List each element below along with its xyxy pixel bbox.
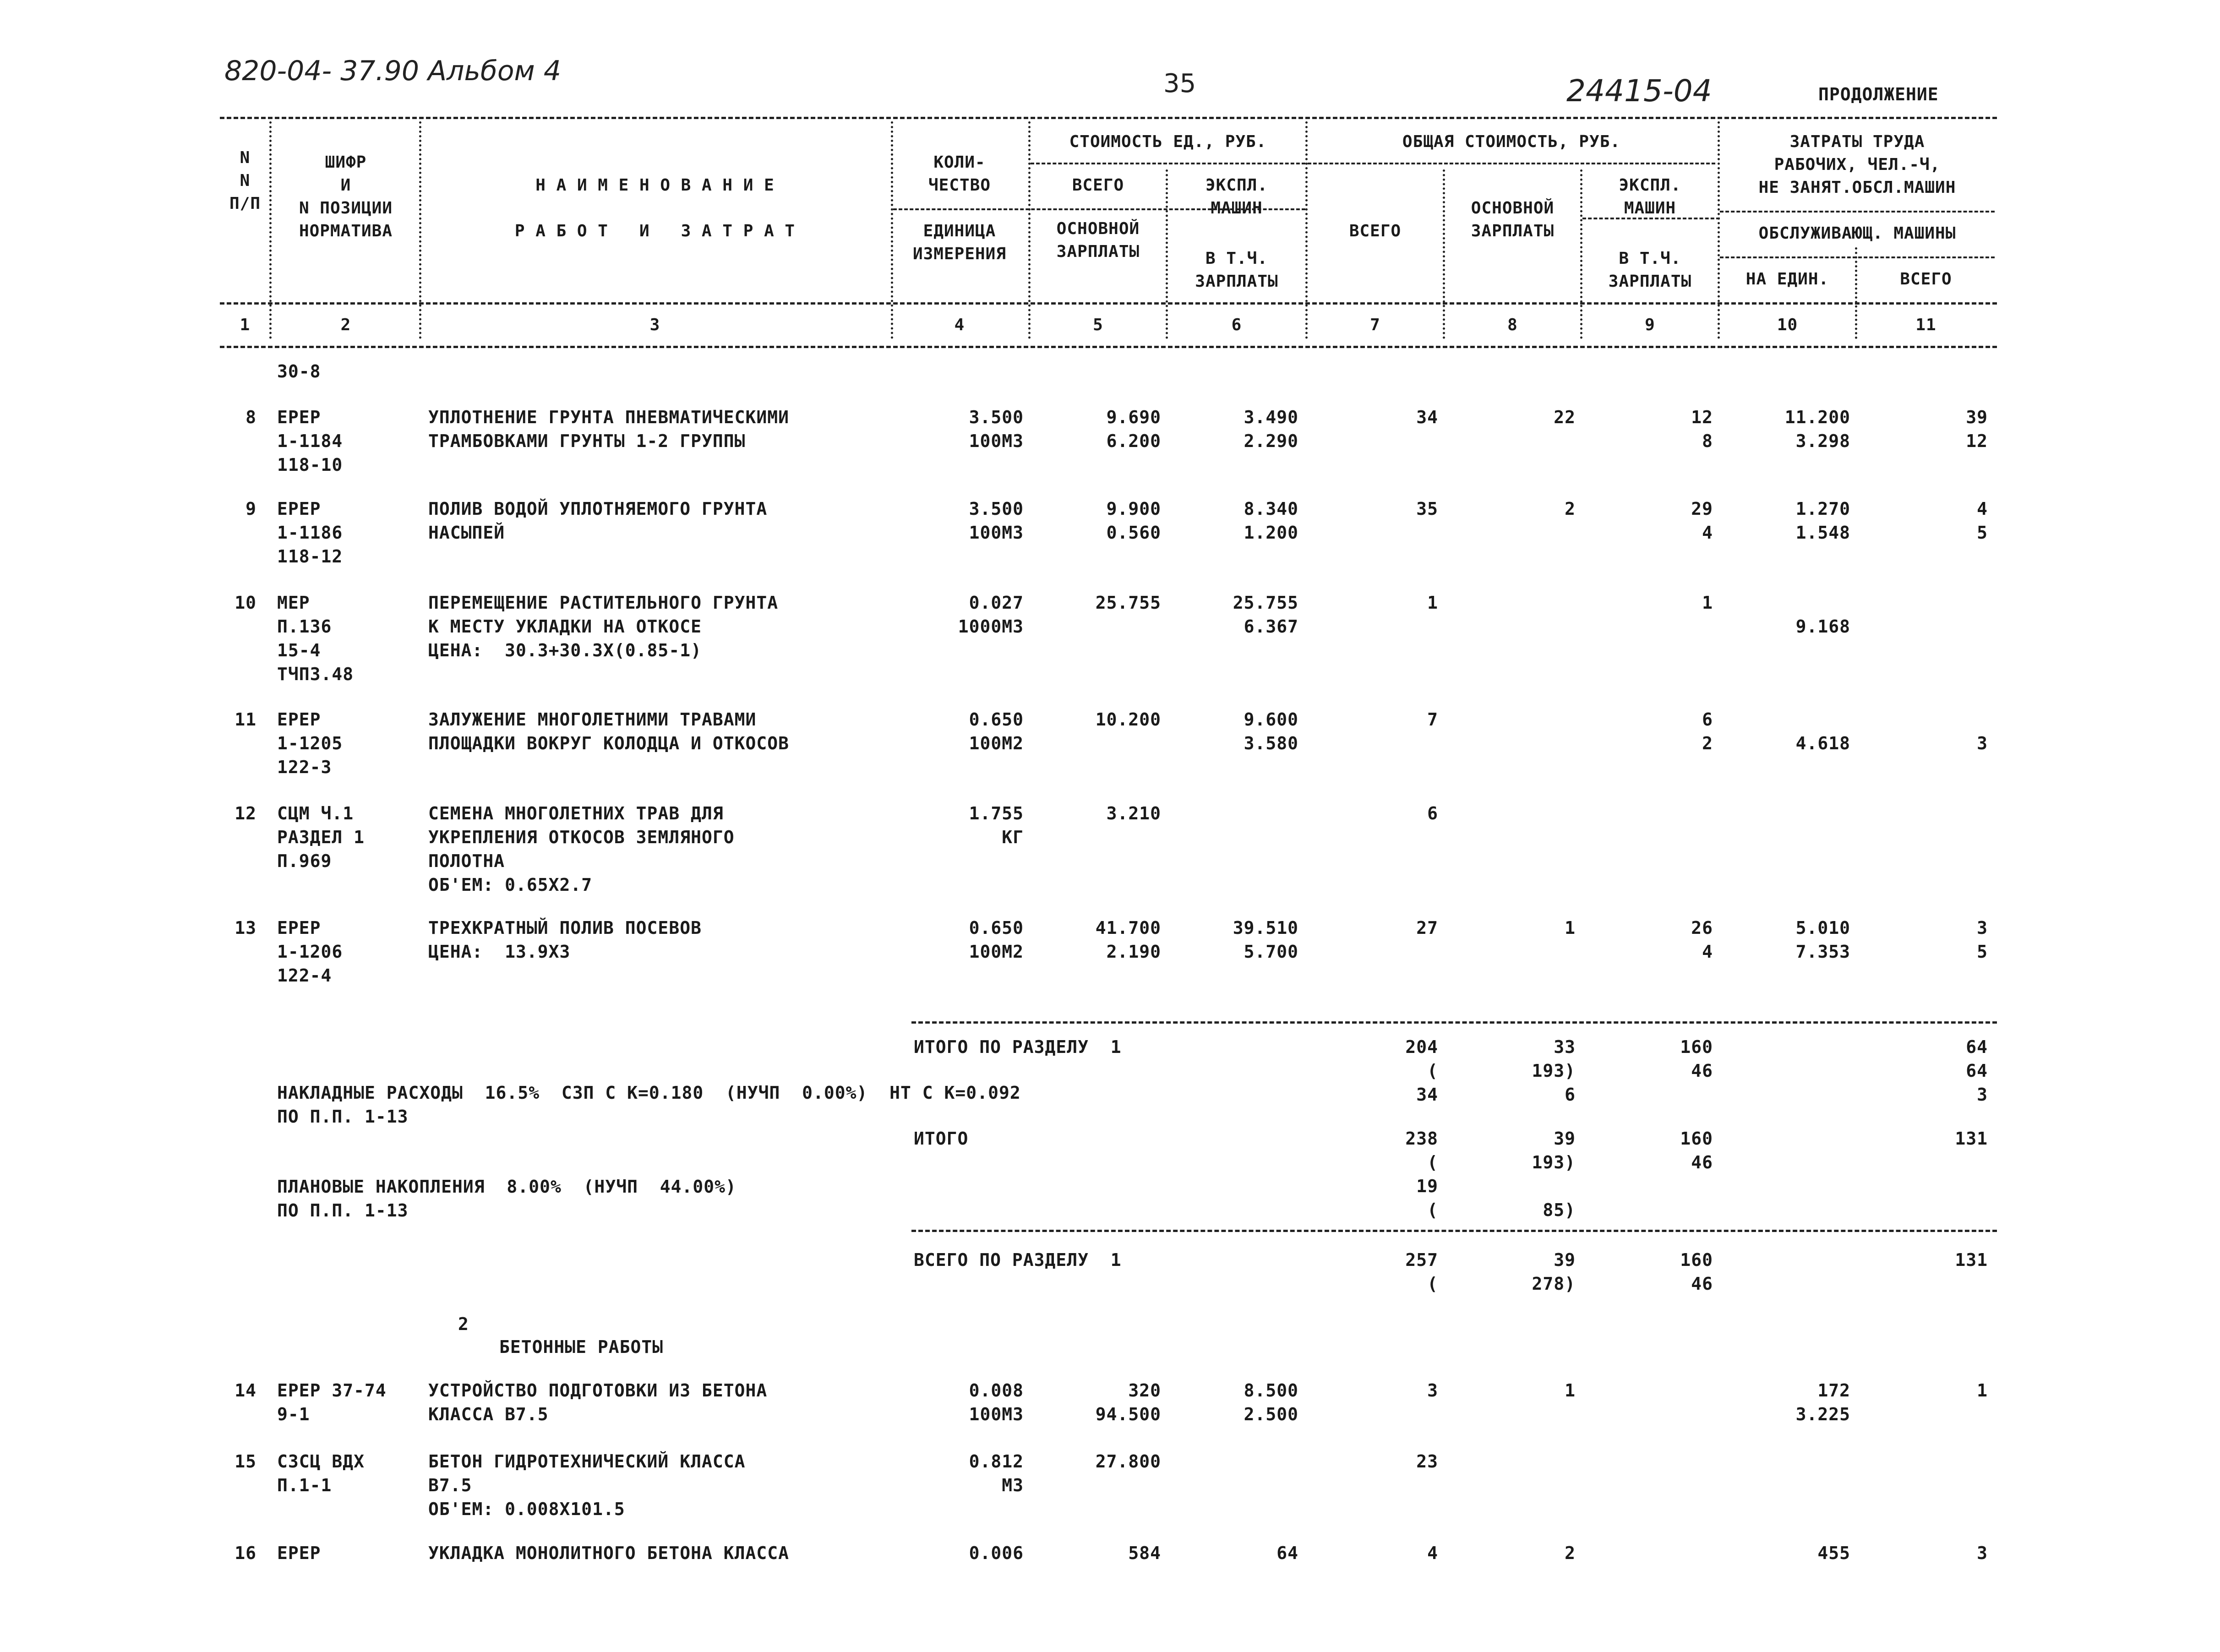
cell-qty: 3.500 100М3: [969, 499, 1024, 543]
col-header-4b: ЕДИНИЦА ИЗМЕРЕНИЯ: [912, 222, 1007, 263]
cell-n: 16: [235, 1543, 256, 1563]
overhead-text: НАКЛАДНЫЕ РАСХОДЫ 16.5% СЗП С К=0.180 (НУЧП 0.00%) НТ С К=0.092 ПО П.П. 1-13: [277, 1083, 1021, 1127]
cell-total: 27.800: [1095, 1451, 1161, 1472]
continued-label: ПРОДОЛЖЕНИЕ: [1818, 84, 1939, 104]
vsego-c7: 257 (: [1405, 1250, 1438, 1294]
cell-n: 13: [235, 918, 256, 938]
cell-c10: 9.168: [1795, 616, 1850, 637]
col-header-4a: КОЛИ- ЧЕСТВО: [928, 153, 991, 195]
cell-name: ЗАЛУЖЕНИЕ МНОГОЛЕТНИМИ ТРАВАМИ ПЛОЩАДКИ ВОКРУГ КОЛОДЦА И ОТКОСОВ: [428, 709, 789, 753]
cell-c9: 12 8: [1691, 407, 1713, 451]
cell-c10: 172 3.225: [1795, 1380, 1850, 1424]
cell-name: ТРЕХКРАТНЫЙ ПОЛИВ ПОСЕВОВ ЦЕНА: 13.9X3: [428, 918, 702, 962]
col-header-9b: В Т.Ч. ЗАРПЛАТЫ: [1608, 249, 1692, 291]
col-num: 2: [340, 316, 351, 334]
col-header-3b: Р А Б О Т И З А Т Р А Т: [514, 222, 796, 240]
itogo-razdel-c8: 33 193) 6: [1532, 1037, 1576, 1105]
cell-c10: 11.200 3.298: [1784, 407, 1850, 451]
col-num: 8: [1507, 316, 1518, 334]
cell-total: 9.690 6.200: [1106, 407, 1161, 451]
cell-qty: 0.027 1000М3: [958, 593, 1024, 637]
document-code: 24415-04: [1566, 73, 1712, 109]
cell-c11: 3: [1977, 733, 1988, 753]
cell-c11: 4 5: [1977, 499, 1988, 543]
itogo-razdel-c11: 64 64 3: [1966, 1037, 1988, 1105]
album-reference: 820-04- 37.90 Альбом 4: [224, 55, 562, 87]
summary-top-rule: [911, 1021, 1997, 1024]
cell-name: УПЛОТНЕНИЕ ГРУНТА ПНЕВМАТИЧЕСКИМИ ТРАМБОВКАМИ ГРУНТЫ 1-2 ГРУППЫ: [428, 407, 789, 451]
cell-c11: 3: [1977, 1543, 1988, 1563]
cell-code: ЕРЕР 1-1206 122-4: [277, 918, 343, 986]
cell-c9: 6 2: [1702, 709, 1713, 753]
cell-c8: 2: [1565, 1543, 1576, 1563]
cell-n: 15: [235, 1451, 256, 1472]
cell-c7: 1: [1427, 593, 1438, 613]
header-mid-rule: [220, 302, 1997, 305]
cell-expl: 25.755 6.367: [1233, 593, 1298, 637]
cell-c7: 35: [1416, 499, 1438, 519]
cell-total: 584: [1128, 1543, 1161, 1563]
cell-qty: 0.006: [969, 1543, 1024, 1563]
header-bottom-rule: [220, 346, 1997, 348]
cell-code: ЕРЕР 1-1205 122-3: [277, 709, 343, 777]
cell-code: ЕРЕР: [277, 1543, 321, 1563]
col-header-8: ОСНОВНОЙ ЗАРПЛАТЫ: [1471, 199, 1555, 240]
vsego-c9: 160 46: [1680, 1250, 1713, 1294]
total-cost-header: ОБЩАЯ СТОИМОСТЬ, РУБ.: [1402, 132, 1621, 151]
cell-c9: 1: [1702, 593, 1713, 613]
col-header-10: НА ЕДИН.: [1745, 270, 1829, 289]
col-header-5a: ВСЕГО: [1072, 176, 1124, 195]
itogo-c11: 131: [1955, 1129, 1988, 1149]
cell-c10: 4.618: [1795, 733, 1850, 753]
cell-c7: 3: [1427, 1380, 1438, 1401]
cell-c8: 1: [1565, 918, 1576, 938]
itogo-c9: 160 46: [1680, 1129, 1713, 1172]
cell-c7: 6: [1427, 803, 1438, 823]
group-rule: [1308, 163, 1715, 164]
vsego-c8: 39 278): [1532, 1250, 1576, 1294]
cell-c11: 3 5: [1977, 918, 1988, 962]
cell-expl: 8.340 1.200: [1244, 499, 1298, 543]
cell-c8: 2: [1565, 499, 1576, 519]
cell-expl: 3.490 2.290: [1244, 407, 1298, 451]
itogo-c8: 39 193) 85): [1532, 1129, 1576, 1220]
col-num: 7: [1370, 316, 1380, 334]
cell-n: 9: [245, 499, 256, 519]
col-num: 11: [1915, 316, 1936, 334]
cell-name: ПОЛИВ ВОДОЙ УПЛОТНЯЕМОГО ГРУНТА НАСЫПЕЙ: [428, 499, 768, 543]
itogo-c7: 238 ( 19 (: [1405, 1129, 1438, 1220]
cell-total: 41.700 2.190: [1095, 918, 1161, 962]
col-header-5b: ОСНОВНОЙ ЗАРПЛАТЫ: [1056, 219, 1140, 261]
unit-cost-header: СТОИМОСТЬ ЕД., РУБ.: [1069, 132, 1267, 151]
cell-c9: 26 4: [1691, 918, 1713, 962]
col-num: 5: [1093, 316, 1103, 334]
col-num: 6: [1231, 316, 1242, 334]
cell-expl: 64: [1276, 1543, 1298, 1563]
col-sep: [269, 121, 272, 339]
cell-c10: 5.010 7.353: [1795, 918, 1850, 962]
cell-total: 9.900 0.560: [1106, 499, 1161, 543]
cell-expl: 8.500 2.500: [1244, 1380, 1298, 1424]
cell-name: СЕМЕНА МНОГОЛЕТНИХ ТРАВ ДЛЯ УКРЕПЛЕНИЯ ОТКОСОВ ЗЕМЛЯНОГО ПОЛОТНА ОБ'ЕМ: 0.65X2.7: [428, 803, 735, 895]
group-rule: [1720, 211, 1995, 213]
cell-c7: 4: [1427, 1543, 1438, 1563]
cell-c8: 22: [1554, 407, 1576, 427]
cell-code: ЕРЕР 1-1184 118-10: [277, 407, 343, 475]
cell-name: БЕТОН ГИДРОТЕХНИЧЕСКИЙ КЛАССА В7.5 ОБ'ЕМ: 0.008X101.5: [428, 1451, 746, 1519]
col-num: 10: [1777, 316, 1798, 334]
cell-qty: 0.650 100М2: [969, 709, 1024, 753]
cell-name: УСТРОЙСТВО ПОДГОТОВКИ ИЗ БЕТОНА КЛАССА В7.5: [428, 1380, 768, 1424]
cell-qty: 0.650 100М2: [969, 918, 1024, 962]
cell-total: 25.755: [1095, 593, 1161, 613]
col-num: 4: [954, 316, 965, 334]
cell-n: 10: [235, 593, 256, 613]
col-num: 3: [649, 316, 660, 334]
planned-savings-text: ПЛАНОВЫЕ НАКОПЛЕНИЯ 8.00% (НУЧП 44.00%) ПО П.П. 1-13: [277, 1177, 736, 1221]
cell-c7: 34: [1416, 407, 1438, 427]
labor-notbusy-header: НЕ ЗАНЯТ.ОБСЛ.МАШИН: [1758, 178, 1956, 197]
col-header-1: N N П/П: [229, 148, 261, 213]
cell-name: УКЛАДКА МОНОЛИТНОГО БЕТОНА КЛАССА: [428, 1543, 789, 1563]
cell-total: 3.210: [1106, 803, 1161, 823]
cell-code: МЕР П.136 15-4 ТЧП3.48: [277, 593, 354, 684]
cell-n: 12: [235, 803, 256, 823]
col-header-6b: В Т.Ч. ЗАРПЛАТЫ: [1195, 249, 1278, 291]
section-number: 2: [458, 1314, 469, 1334]
cell-c9: 29 4: [1691, 499, 1713, 543]
cell-name: ПЕРЕМЕЩЕНИЕ РАСТИТЕЛЬНОГО ГРУНТА К МЕСТУ УКЛАДКИ НА ОТКОСЕ ЦЕНА: 30.3+30.3X(0.85-1): [428, 593, 779, 660]
itogo-label: ИТОГО: [914, 1129, 969, 1149]
cell-qty: 1.755 КГ: [969, 803, 1024, 847]
cell-n: 8: [245, 407, 256, 427]
cell-expl: 9.600 3.580: [1244, 709, 1298, 753]
cell-c7: 7: [1427, 709, 1438, 730]
cell-c7: 27: [1416, 918, 1438, 938]
group-rule: [1031, 163, 1305, 164]
summary-mid-rule: [911, 1230, 1997, 1232]
cell-c7: 23: [1416, 1451, 1438, 1472]
cell-c8: 1: [1565, 1380, 1576, 1401]
cell-n: 11: [235, 709, 256, 730]
labor-header: ЗАТРАТЫ ТРУДА РАБОЧИХ, ЧЕЛ.-Ч,: [1774, 132, 1941, 174]
cell-qty: 0.008 100М3: [969, 1380, 1024, 1424]
labor-serving-header: ОБСЛУЖИВАЮЩ. МАШИНЫ: [1758, 224, 1956, 243]
cell-qty: 0.812 М3: [969, 1451, 1024, 1495]
cell-code: СЗСЦ ВДХ П.1-1: [277, 1451, 365, 1495]
cell-c10: 1.270 1.548: [1795, 499, 1850, 543]
cell-n: 14: [235, 1380, 256, 1401]
cell-c10: 455: [1817, 1543, 1850, 1563]
col-num: 1: [240, 316, 251, 334]
header-top-rule: [220, 117, 1997, 119]
col-header-7: ВСЕГО: [1349, 222, 1402, 240]
col-header-9a: ЭКСПЛ. МАШИН: [1619, 176, 1681, 218]
vsego-c11: 131: [1955, 1250, 1988, 1270]
group-rule: [1720, 256, 1995, 258]
vsego-razdel-label: ВСЕГО ПО РАЗДЕЛУ 1: [914, 1250, 1122, 1270]
carry-code: 30-8: [277, 361, 321, 382]
itogo-razdel-label: ИТОГО ПО РАЗДЕЛУ 1: [914, 1037, 1122, 1057]
cell-code: СЦМ Ч.1 РАЗДЕЛ 1 П.969: [277, 803, 365, 871]
col-num: 9: [1645, 316, 1655, 334]
col-header-6a: ЭКСПЛ. МАШИН: [1205, 176, 1268, 218]
col-header-2: ШИФР И N ПОЗИЦИИ НОРМАТИВА: [299, 153, 393, 240]
cell-qty: 3.500 100М3: [969, 407, 1024, 451]
cell-c11: 1: [1977, 1380, 1988, 1401]
cell-expl: 39.510 5.700: [1233, 918, 1298, 962]
col-header-11: ВСЕГО: [1900, 270, 1952, 289]
col-header-3a: Н А И М Е Н О В А Н И Е: [535, 176, 775, 195]
cell-c11: 39 12: [1966, 407, 1988, 451]
itogo-razdel-c7: 204 ( 34: [1405, 1037, 1438, 1105]
cell-total: 10.200: [1095, 709, 1161, 730]
section-title: БЕТОННЫЕ РАБОТЫ: [499, 1337, 664, 1357]
cell-total: 320 94.500: [1095, 1380, 1161, 1424]
page-number: 35: [1163, 69, 1196, 98]
itogo-razdel-c9: 160 46: [1680, 1037, 1713, 1081]
cell-code: ЕРЕР 37-74 9-1: [277, 1380, 387, 1424]
cell-code: ЕРЕР 1-1186 118-12: [277, 499, 343, 567]
